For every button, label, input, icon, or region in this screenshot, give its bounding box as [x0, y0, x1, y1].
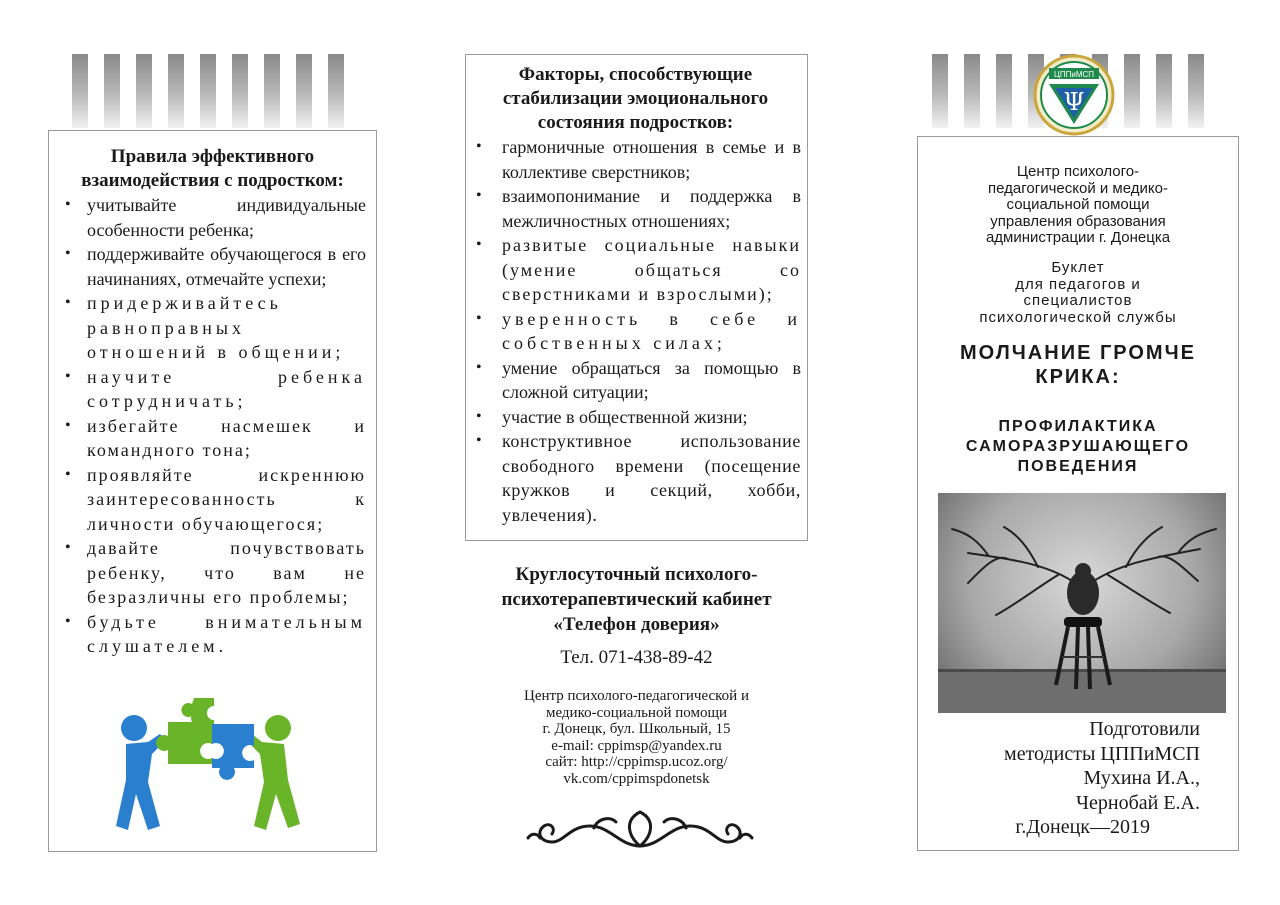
center-logo-icon: [1033, 54, 1115, 136]
subtitle-line: ПОВЕДЕНИЯ: [1017, 458, 1139, 475]
rules-list: [59, 193, 366, 659]
factors-list: [470, 135, 801, 527]
contacts-block: [465, 688, 808, 787]
logo-text: ЦППиМСП: [1053, 70, 1095, 79]
list-item: • проявляйте искреннюю заинтересованность к личности обучающегося;: [59, 463, 366, 537]
ornament-icon: [524, 806, 756, 854]
cover-photo: [938, 493, 1226, 713]
contact-website: сайт: http://cppimsp.ucoz.org/: [545, 754, 728, 770]
org-line: управления образования: [990, 212, 1166, 230]
org-line: педагогической и медико-: [988, 179, 1168, 197]
city-year: г.Донецк—2019: [1015, 816, 1150, 838]
hotline-block: [465, 562, 808, 671]
list-item: • будьте внимательным слушателем.: [59, 610, 366, 659]
hotline-phone: Тел. 071-438-89-42: [560, 647, 713, 668]
cover-panel: [917, 136, 1239, 851]
title-line: КРИКА:: [1035, 366, 1121, 388]
authors-line: Подготовили: [1089, 718, 1200, 740]
organization-name: [918, 164, 1238, 247]
authors-line: Мухина И.А.,: [1083, 767, 1200, 789]
booklet-line: психологической службы: [979, 308, 1177, 326]
list-item: • взаимопонимание и поддержка в межличностных отношениях;: [470, 184, 801, 233]
list-item: • поддерживайте обучающегося в его начинаниях, отмечайте успехи;: [59, 242, 366, 291]
title-line: МОЛЧАНИЕ ГРОМЧЕ: [960, 342, 1196, 364]
hotline-line: «Телефон доверия»: [553, 614, 720, 635]
org-line: администрации г. Донецка: [985, 229, 1171, 246]
list-item: • учитывайте индивидуальные особенности ребенка;: [59, 193, 366, 242]
booklet-subtitle: [918, 417, 1238, 477]
booklet-title: [918, 341, 1238, 389]
org-line: социальной помощи: [1006, 196, 1150, 213]
list-item: • давайте почувствовать ребенку, что вам не безразличны его проблемы;: [59, 536, 366, 610]
list-item: • конструктивное использование свободного времени (посещение кружков и секций, хобби, увлечения).: [470, 429, 801, 527]
list-item: • избегайте насмешек и командного тона;: [59, 414, 366, 463]
left-decorative-stripes: [72, 54, 360, 128]
contact-line: г. Донецк, бул. Школьный, 15: [542, 721, 731, 737]
factors-title: Факторы, способствующие стабилизации эмоционального состояния подростков:: [502, 64, 769, 133]
authors-line: методисты ЦППиМСП: [1004, 742, 1200, 765]
org-line: Центр психолого-: [1016, 163, 1140, 180]
list-item: • развитые социальные навыки (умение общаться со сверстниками и взрослыми);: [470, 233, 801, 307]
list-item: • придерживайтесь равноправных отношений в общении;: [59, 291, 366, 365]
subtitle-line: ПРОФИЛАКТИКА: [998, 418, 1158, 435]
winged-figure-icon: [938, 493, 1226, 713]
booklet-line: специалистов: [1023, 292, 1133, 309]
list-item: • уверенность в себе и собственных силах;: [470, 307, 801, 356]
contact-line: Центр психолого-педагогической и: [523, 688, 749, 704]
list-item: • научите ребенка сотрудничать;: [59, 365, 366, 414]
hotline-line: психотерапевтический кабинет: [501, 589, 772, 610]
rules-title: Правила эффективного взаимодействия с подростком:: [81, 146, 344, 191]
booklet-line: для педагогов и: [1015, 275, 1141, 293]
factors-panel: [465, 54, 808, 541]
list-item: • умение обращаться за помощью в сложной ситуации;: [470, 356, 801, 405]
contact-line: медико-социальной помощи: [545, 704, 728, 721]
booklet-audience: [918, 260, 1238, 326]
contact-vk: vk.com/cppimspdonetsk: [563, 770, 710, 787]
authors-line: Чернобай Е.А.: [1076, 791, 1200, 814]
list-item: • участие в общественной жизни;: [470, 405, 801, 430]
puzzle-people-icon: [108, 694, 318, 834]
contact-email: e-mail: cppimsp@yandex.ru: [551, 737, 722, 754]
subtitle-line: САМОРАЗРУШАЮЩЕГО: [965, 438, 1191, 455]
hotline-line: Круглосуточный психолого-: [515, 564, 758, 585]
authors-block: [1004, 717, 1200, 840]
list-item: • гармоничные отношения в семье и в коллективе сверстников;: [470, 135, 801, 184]
logo-symbol: Ψ: [1063, 88, 1085, 116]
booklet-line: Буклет: [1051, 259, 1105, 276]
